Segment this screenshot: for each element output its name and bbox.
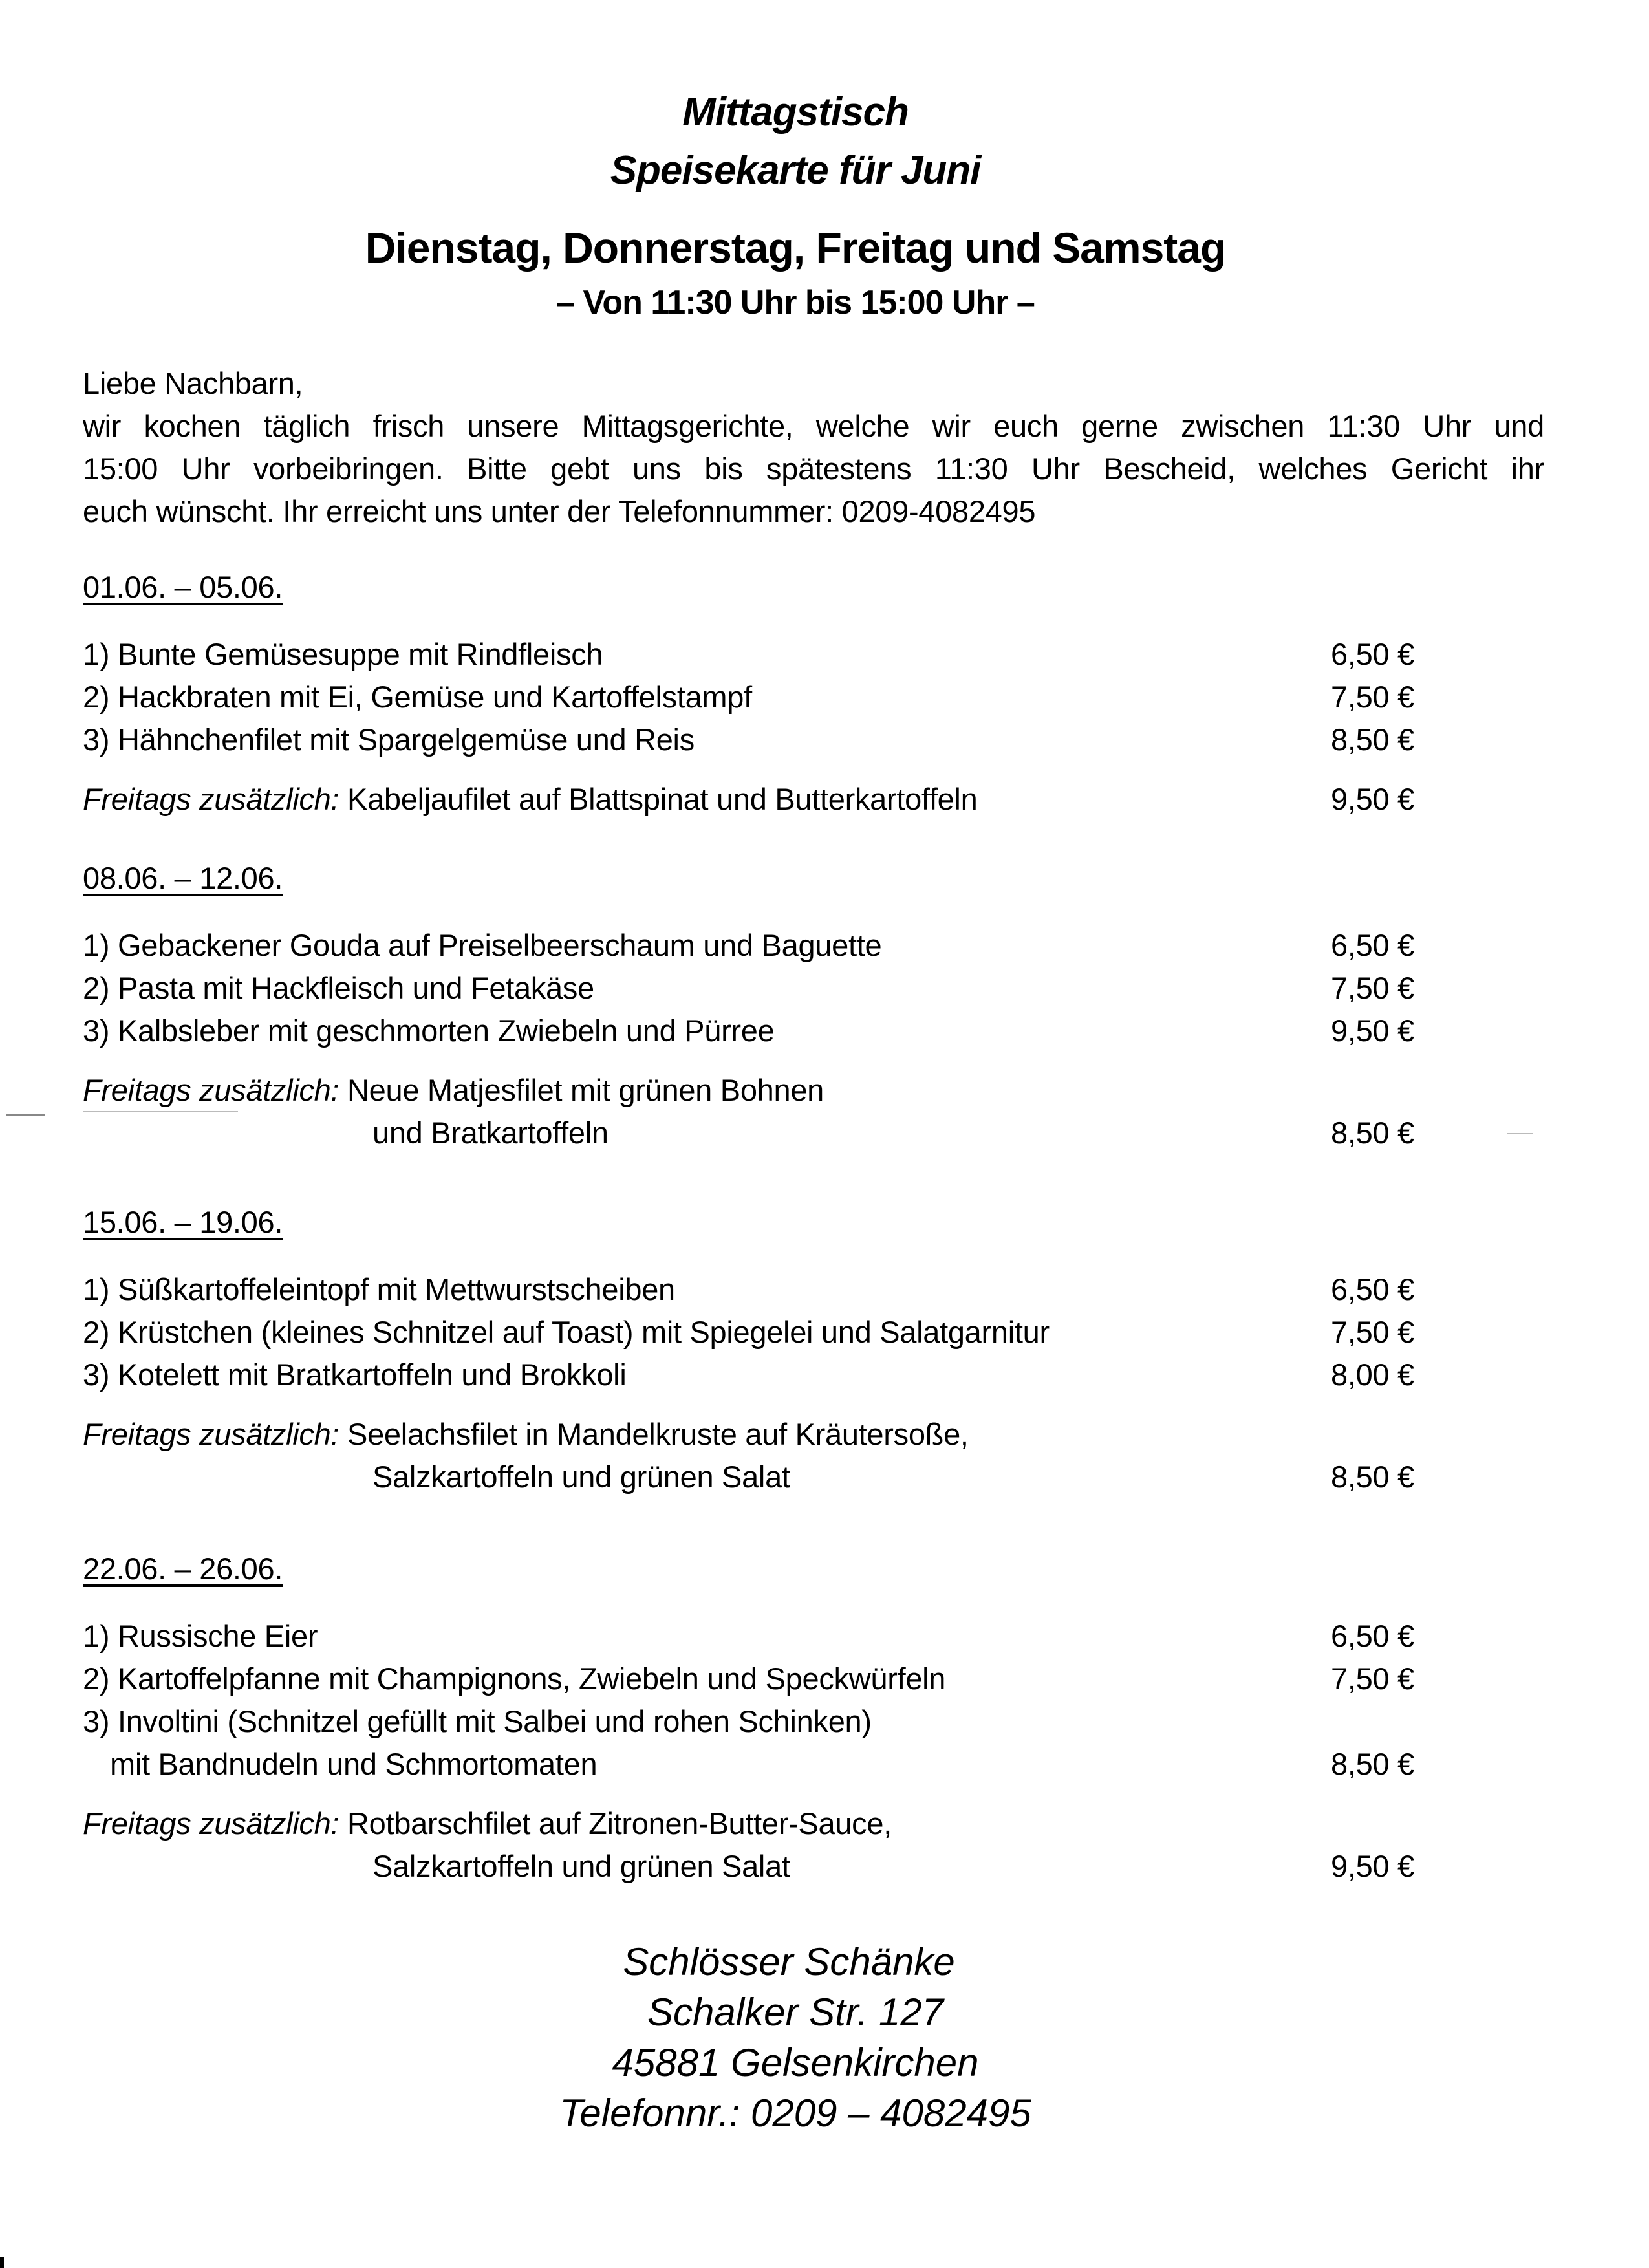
- dish-price: 7,50 €: [1331, 1661, 1414, 1696]
- week-range: 08.06. – 12.06.: [83, 861, 283, 895]
- menu-item: [83, 1658, 1441, 1700]
- intro-line: wir kochen täglich frisch unsere Mittagsgerichte, welche wir euch gerne zwischen 11:30 Uhr und: [83, 409, 1544, 443]
- dish-name: 3) Involtini (Schnitzel gefüllt mit Salbei und rohen Schinken): [83, 1704, 872, 1738]
- friday-price: 9,50 €: [1331, 782, 1414, 816]
- friday-price: 9,50 €: [1331, 1849, 1414, 1883]
- dish-name: 3) Kotelett mit Bratkartoffeln und Brokkoli: [83, 1357, 627, 1392]
- friday-dish: Kabeljaufilet auf Blattspinat und Butterkartoffeln: [347, 782, 978, 816]
- dish-price: 6,50 €: [1331, 1272, 1414, 1306]
- menu-item: [83, 676, 1441, 718]
- dish-name: 2) Kartoffelpfanne mit Champignons, Zwiebeln und Speckwürfeln: [83, 1661, 946, 1696]
- friday-special: [83, 778, 1441, 821]
- friday-special: [83, 1413, 1441, 1498]
- dish-price: 7,50 €: [1331, 680, 1414, 714]
- friday-dish: Rotbarschfilet auf Zitronen-Butter-Sauce,: [347, 1806, 892, 1841]
- friday-dish: Seelachsfilet in Mandelkruste auf Kräutersoße,: [347, 1417, 969, 1451]
- friday-label: Freitags zusätzlich:: [83, 1073, 348, 1107]
- dish-price: 8,50 €: [1331, 1747, 1414, 1781]
- intro-line: 15:00 Uhr vorbeibringen. Bitte gebt uns bis spätestens 11:30 Uhr Bescheid, welches Gericht ihr: [83, 451, 1544, 486]
- menu-item: [83, 1615, 1441, 1658]
- friday-label: Freitags zusätzlich:: [83, 782, 348, 816]
- dish-price: 6,50 €: [1331, 928, 1414, 962]
- week-section: [83, 860, 1441, 1154]
- intro-line: euch wünscht. Ihr erreicht uns unter der Telefonnummer: 0209-4082495: [83, 494, 1036, 528]
- week-range: 15.06. – 19.06.: [83, 1205, 283, 1239]
- scan-artifact: [6, 1114, 45, 1116]
- scan-edge-mark: [0, 2257, 4, 2268]
- service-days: Dienstag, Donnerstag, Freitag und Samstag: [365, 224, 1226, 272]
- menu-item: [83, 718, 1441, 761]
- intro-letter: [83, 362, 1544, 533]
- week-section: [83, 569, 1441, 821]
- restaurant-city: 45881 Gelsenkirchen: [612, 2041, 979, 2084]
- dish-name: 2) Pasta mit Hackfleisch und Fetakäse: [83, 971, 594, 1005]
- dish-name: 3) Hähnchenfilet mit Spargelgemüse und Reis: [83, 722, 695, 757]
- friday-dish-continued: Salzkartoffeln und grünen Salat: [372, 1849, 790, 1883]
- menu-items: [83, 924, 1441, 1052]
- dish-price: 6,50 €: [1331, 1619, 1414, 1653]
- friday-dish-continued: Salzkartoffeln und grünen Salat: [372, 1460, 790, 1494]
- week-range: 22.06. – 26.06.: [83, 1551, 283, 1586]
- friday-price: 8,50 €: [1331, 1116, 1414, 1150]
- menu-item: [83, 1700, 1441, 1743]
- dish-price: 9,50 €: [1331, 1013, 1414, 1048]
- menu-items: [83, 1615, 1441, 1786]
- menu-item: [83, 924, 1441, 967]
- friday-label: Freitags zusätzlich:: [83, 1806, 348, 1841]
- dish-price: 6,50 €: [1331, 637, 1414, 671]
- dish-name: 1) Bunte Gemüsesuppe mit Rindfleisch: [83, 637, 603, 671]
- dish-price: 8,50 €: [1331, 722, 1414, 757]
- friday-special: [83, 1802, 1441, 1888]
- scan-artifact: [1507, 1133, 1533, 1134]
- dish-name: 3) Kalbsleber mit geschmorten Zwiebeln und Pürree: [83, 1013, 775, 1048]
- page-subtitle: Speisekarte für Juni: [610, 148, 981, 193]
- week-section: [83, 1551, 1441, 1888]
- dish-name: 2) Krüstchen (kleines Schnitzel auf Toast) mit Spiegelei und Salatgarnitur: [83, 1315, 1050, 1349]
- dish-price: 7,50 €: [1331, 1315, 1414, 1349]
- menu-item: [83, 1311, 1441, 1354]
- menu-item: [83, 1354, 1441, 1396]
- week-section: [83, 1204, 1441, 1498]
- restaurant-street: Schalker Str. 127: [647, 1991, 943, 2034]
- restaurant-name: Schlösser Schänke: [623, 1940, 955, 1983]
- menu-item: [83, 967, 1441, 1010]
- dish-name: mit Bandnudeln und Schmortomaten: [110, 1747, 598, 1781]
- friday-dish: Neue Matjesfilet mit grünen Bohnen: [347, 1073, 824, 1107]
- friday-price: 8,50 €: [1331, 1460, 1414, 1494]
- menu-item: [83, 1010, 1441, 1052]
- menu-items: [83, 633, 1441, 761]
- scan-artifact: [83, 1111, 238, 1112]
- dish-name: 2) Hackbraten mit Ei, Gemüse und Kartoffelstampf: [83, 680, 752, 714]
- intro-greeting: Liebe Nachbarn,: [83, 366, 303, 400]
- menu-item-continued: [83, 1743, 1441, 1786]
- dish-name: 1) Russische Eier: [83, 1619, 318, 1653]
- restaurant-contact: [0, 1937, 1591, 2139]
- menu-item: [83, 1268, 1441, 1311]
- friday-dish-continued: und Bratkartoffeln: [372, 1116, 609, 1150]
- menu-item: [83, 633, 1441, 676]
- dish-price: 8,00 €: [1331, 1357, 1414, 1392]
- service-hours: – Von 11:30 Uhr bis 15:00 Uhr –: [556, 284, 1035, 321]
- restaurant-phone: Telefonnr.: 0209 – 4082495: [559, 2091, 1031, 2135]
- dish-price: 7,50 €: [1331, 971, 1414, 1005]
- dish-name: 1) Gebackener Gouda auf Preiselbeerschaum und Baguette: [83, 928, 882, 962]
- week-range: 01.06. – 05.06.: [83, 570, 283, 604]
- friday-label: Freitags zusätzlich:: [83, 1417, 348, 1451]
- page-title: Mittagstisch: [682, 90, 909, 135]
- friday-special: [83, 1069, 1441, 1154]
- dish-name: 1) Süßkartoffeleintopf mit Mettwurstscheiben: [83, 1272, 675, 1306]
- menu-items: [83, 1268, 1441, 1396]
